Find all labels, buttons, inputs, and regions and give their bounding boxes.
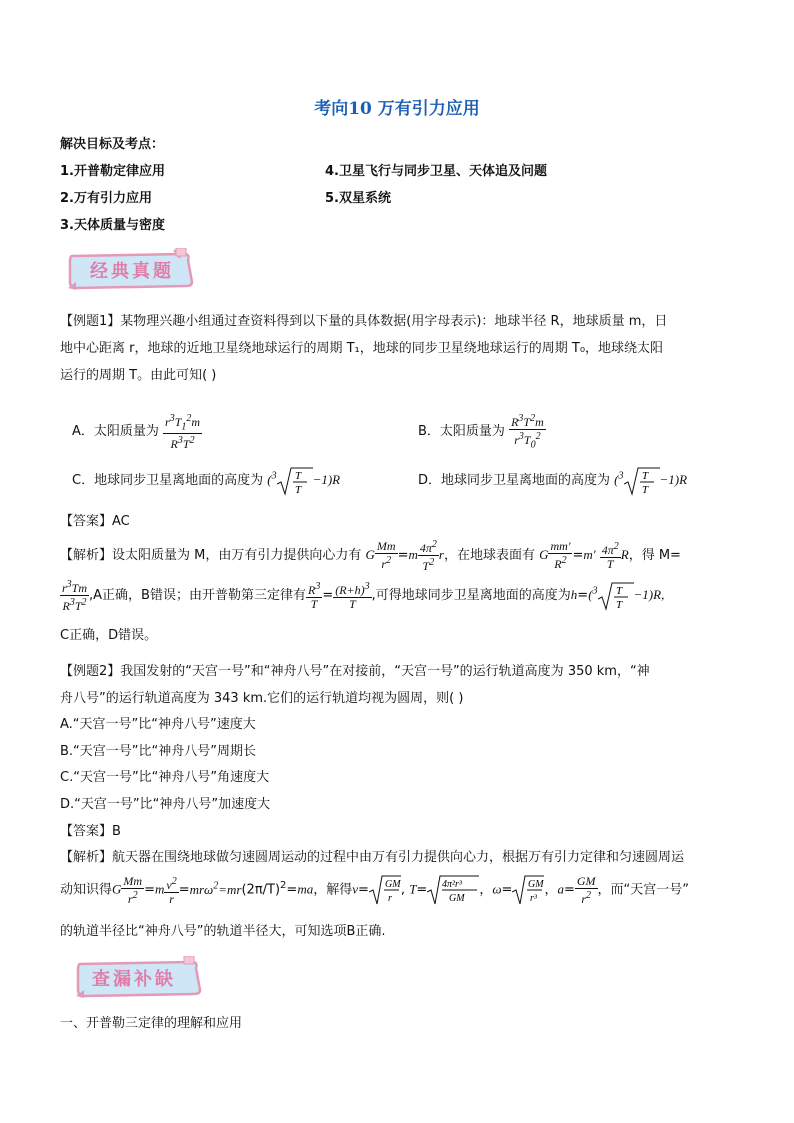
option-d (418, 466, 687, 496)
explanation-line: C正确，D错误。 (60, 628, 158, 643)
formula: $\frac{GM}{r^2}$ (576, 873, 596, 906)
option-d-label: D．地球同步卫星离地面的高度为 (418, 472, 611, 488)
objective-item: 4.卫星飞行与同步卫星、天体追及问题 (325, 164, 547, 179)
example2-option: A.“天宫一号”比“神舟八号”速度大 (60, 717, 256, 732)
svg-text:GM: GM (384, 879, 401, 890)
section-badge-gaps (74, 956, 196, 996)
text: ，得 M= (628, 548, 681, 563)
explanation-line: 【解析】航天器在围绕地球做匀速圆周运动的过程中由万有引力提供向心力，根据万有引力定律和匀速圆周运 (60, 850, 685, 865)
section-badge-classic (66, 248, 188, 288)
example2-option: B.“天宫一号”比“神舟八号”周期长 (60, 744, 256, 759)
explanation-line: 动知识得G $\frac{Mm}{r^2}$ =m $\frac{v^2}{r}$ $=mr\omega^2=mr(2\pi/T)^2=ma$，解得v= GM r , T= 4π²r³ GM ，ω= GM r³ ，a= $\frac{GM}{r^2}$ ，而“天宫一号” (60, 873, 690, 906)
formula: ($^3$ T T −1)R (614, 470, 688, 496)
formula: $\frac{R^3}{T}$ (307, 581, 321, 611)
formula: $\frac{4\pi^2}{T}$ (601, 541, 619, 571)
option-b (418, 412, 546, 451)
example2-option: D.“天宫一号”比“神舟八号”加速度大 (60, 797, 271, 812)
formula: $\frac{Mm}{r^2}$ (123, 873, 143, 906)
example1-line: 运行的周期 T。由此可知( ) (60, 368, 217, 383)
example2-line: 【例题2】我国发射的“天宫一号”和“神舟八号”在对接前，“天宫一号”的运行轨道高度为 350 km，“神 (60, 664, 650, 679)
option-c-label: C．地球同步卫星离地面的高度为 (72, 472, 264, 488)
formula: $\frac{(R+h)^3}{T}$ (335, 581, 370, 611)
svg-text:r³: r³ (530, 893, 538, 904)
formula: $\frac{R^3T^2m}{r^3T_0^2}$ (511, 413, 544, 451)
formula: $\frac{4\pi^2}{T^2}$ (419, 539, 437, 573)
svg-text:T: T (294, 484, 301, 496)
formula: $\frac{mm'}{R^2}$ (550, 539, 571, 571)
option-c (72, 466, 340, 496)
example1-line: 【例题1】某物理兴趣小组通过查资料得到以下量的具体数据(用字母表示)：地球半径 R，地球质量 m，日 (60, 314, 668, 329)
svg-text:T: T (615, 599, 622, 612)
formula: $\frac{v^2}{r}$ (166, 875, 177, 906)
objective-item: 3.天体质量与密度 (60, 218, 165, 233)
answer: 【答案】B (60, 824, 121, 839)
example1-line: 地中心距离 r，地球的近地卫星绕地球运行的周期 T₁，地球的同步卫星绕地球运行的周期 T₀，地球绕太阳 (60, 341, 664, 356)
objective-item: 2.万有引力应用 (60, 191, 152, 206)
example2-line: 舟八号”的运行轨道高度为 343 km.它们的运行轨道均视为圆周，则( ) (60, 691, 464, 706)
objective-item: 5.双星系统 (325, 191, 391, 206)
svg-text:T: T (641, 484, 648, 496)
formula: $\frac{r^3T_1^2m}{R^3T^2}$ (165, 413, 201, 452)
explanation-line: $\frac{r^3Tm}{R^3T^2}$ ,A正确，B错误；由开普勒第三定律有 $\frac{R^3}{T}$ = $\frac{(R+h)^3}{T}$ ,可得地球同步卫星离地面的高度为h=($^3$ T T −1)R, (62, 579, 665, 613)
svg-text:T: T (641, 470, 648, 482)
text: ,可得地球同步卫星离地面的高度为 (371, 588, 571, 603)
formula: $\frac{Mm}{r^2}$ (376, 539, 396, 571)
answer: 【答案】AC (60, 514, 130, 529)
page-title: 考向10 万有引力应用 (314, 99, 480, 119)
text: ，在地球表面有 (443, 548, 535, 563)
formula: ($^3$ T T −1)R (267, 470, 341, 496)
badge-label: 查漏补缺 (92, 969, 176, 990)
svg-text:r: r (387, 893, 392, 904)
svg-text:T: T (294, 470, 301, 482)
option-a (72, 412, 202, 451)
text: 【解析】设太阳质量为 M，由万有引力提供向心力有 (60, 548, 362, 563)
svg-text:4π²r³: 4π²r³ (442, 879, 463, 890)
svg-text:T: T (615, 585, 622, 598)
text: ，而“天宫一号” (597, 882, 690, 898)
formula: $\frac{r^3Tm}{R^3T^2}$ (62, 579, 88, 613)
option-b-label: B．太阳质量为 (418, 424, 505, 440)
example2-option: C.“天宫一号”比“神舟八号”角速度大 (60, 770, 270, 785)
text: 动知识得 (60, 882, 113, 898)
badge-label: 经典真题 (90, 261, 174, 282)
objectives-heading: 解决目标及考点： (60, 137, 165, 152)
objective-item: 1.开普勒定律应用 (60, 164, 165, 179)
section-heading: 一、开普勒三定律的理解和应用 (60, 1016, 243, 1031)
text: ，解得 (313, 882, 353, 898)
svg-text:GM: GM (528, 879, 544, 890)
svg-text:GM: GM (449, 893, 465, 904)
explanation-line: 的轨道半径比“神舟八号”的轨道半径大，可知选项B正确. (60, 924, 386, 939)
text: ,A正确，B错误；由开普勒第三定律有 (89, 588, 306, 603)
option-a-label: A．太阳质量为 (72, 424, 159, 440)
explanation-line: 【解析】设太阳质量为 M，由万有引力提供向心力有 G $\frac{Mm}{r^2}$ =m $\frac{4\pi^2}{T^2}$ r，在地球表面有 G $\frac{mm'}{R^2}$ =m′ $\frac{4\pi^2}{T}$ R，得 M= (60, 539, 681, 573)
